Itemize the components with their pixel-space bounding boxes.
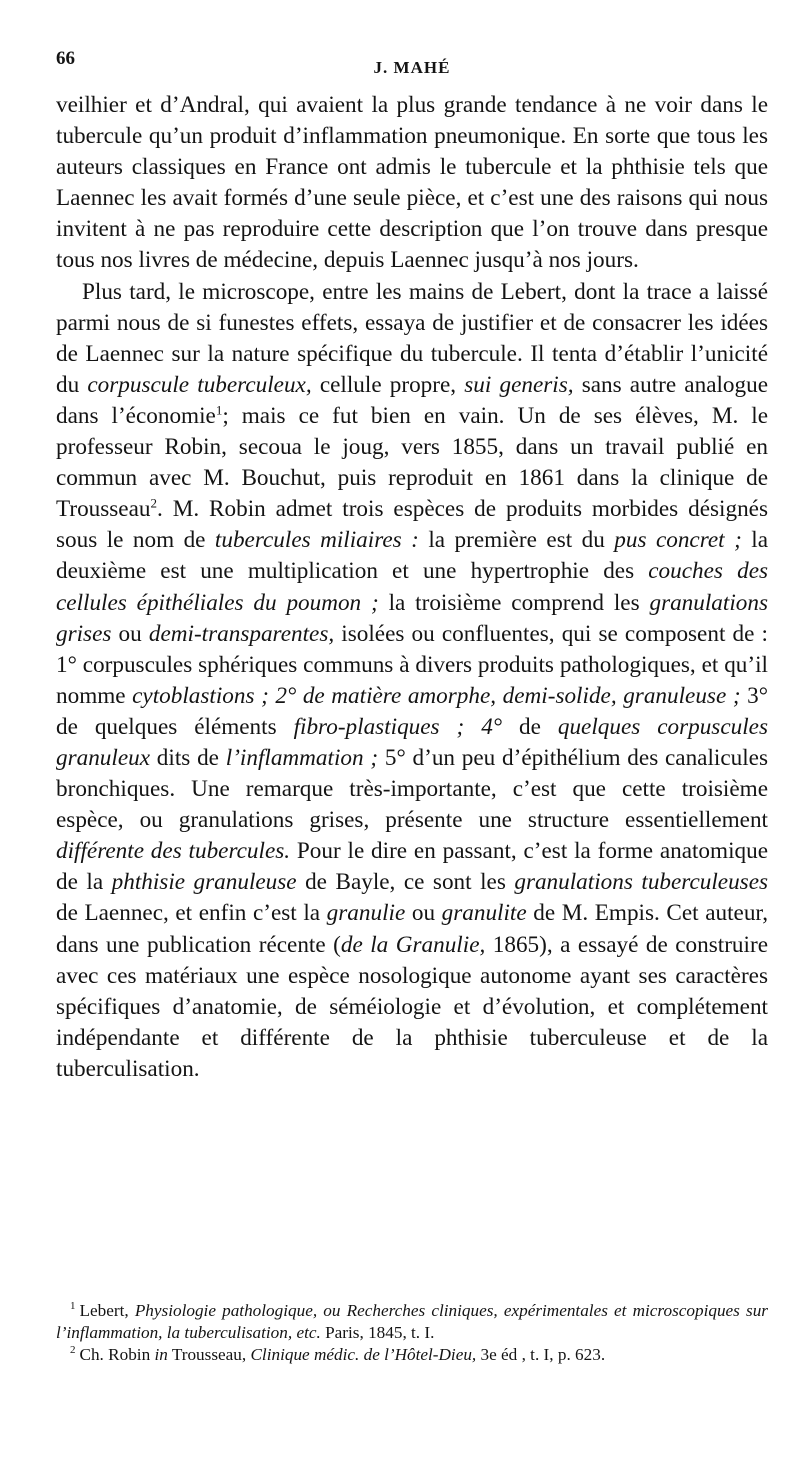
text-span: la première est du <box>418 527 615 554</box>
text-span: Plus tard, le microscope, entre les mains de Lebert, dont la trace a laissé parmi nous de si funestes effets, essaya de justifier et de consacrer les idées de Laennec sur la nature spécifique du tubercule. Il tenta d’établir l’unicité du <box>56 278 768 398</box>
italic-span: granulite <box>441 900 527 927</box>
footnotes <box>56 1300 768 1367</box>
text-span: 5° d’un peu d’épithélium des canalicules bronchiques. Une remarque très-importante, c’est que cette troisième espèce, ou granulations grises, présente une structure essentiellement <box>56 744 768 834</box>
footnote-ref-1[interactable]: 1 <box>215 402 223 418</box>
footnote-1 <box>56 1300 768 1343</box>
italic-span: sui generis, <box>464 371 574 398</box>
footnote-ref-2[interactable]: 2 <box>150 495 157 511</box>
footnote-mark: 1 <box>70 1300 76 1313</box>
italic-span: couches des cellules épithéliales du poumon ; <box>56 558 769 616</box>
text-span: veilhier et d’Andral, qui avaient la plus grande tendance à ne voir dans le tubercule qu’un produit d’inflammation pneumonique. En sorte que tous les auteurs classiques en France ont admis le tubercule et la phthisie tels que Laennec les avait formés d’une seule pièce, et c’est une des raisons qui nous invitent à ne pas reproduire cette description que l’on trouve dans presque tous nos livres de médecine, depuis Laennec jusqu’à nos jours. <box>56 92 768 274</box>
text-span: de Bayle, ce sont les <box>296 869 515 896</box>
text-span: Lebert, <box>79 1301 135 1320</box>
text-span: la troisième comprend les <box>378 589 650 616</box>
text-span: de Laennec, et enfin c’est la <box>56 900 327 927</box>
running-head: J. MAHÉ <box>373 58 451 77</box>
text-span: ou <box>405 900 442 927</box>
italic-span: granulie <box>326 900 406 927</box>
text-span: cellule propre, <box>311 371 465 398</box>
text-span: de <box>502 713 558 740</box>
body-text <box>56 90 768 1085</box>
italic-span: in <box>154 1345 168 1364</box>
italic-span: phthisie granuleuse <box>111 869 297 896</box>
footnote-2 <box>56 1344 768 1366</box>
italic-span: l’inflammation ; <box>225 744 379 771</box>
paragraph-2 <box>56 277 768 1085</box>
text-span: de M. Empis. Cet auteur, dans une publication récente ( <box>56 900 769 958</box>
text-span: 3e éd , t. I, p. 623. <box>476 1345 606 1364</box>
italic-span: corpuscule tuberculeux, <box>87 371 312 398</box>
text-span: ou <box>111 620 149 647</box>
text-span: sans autre analogue dans l’économie <box>56 371 769 429</box>
italic-span: Clinique médic. de l’Hôtel-Dieu, <box>250 1345 477 1364</box>
text-span: dits de <box>150 744 226 771</box>
text-span: ; mais ce fut bien en vain. Un de ses élèves, M. le professeur Robin, secoua le joug, vers 1855, dans un travail publié en commun avec M. Bouchut, puis reproduit en 1861 dans la clinique de Trousseau <box>56 402 768 523</box>
text-span: 1865), a essayé de construire avec ces matériaux une espèce nosologique autonome ayant ses caractères spécifiques d’anatomie, de séméiologie et d’évolution, et complétement indépendante et différente de la phthisie tuberculeuse et de la tuberculisation. <box>56 931 768 1082</box>
italic-span: pus concret ; <box>614 527 742 554</box>
page-number: 66 <box>56 48 75 69</box>
italic-span: granulations tuberculeuses <box>514 869 769 896</box>
text-span: Paris, 1845, t. I. <box>320 1322 435 1342</box>
italic-span: granulations grises <box>56 589 768 647</box>
italic-span: quelques corpuscules granuleux <box>56 713 768 771</box>
text-span: Pour le dire en passant, c’est la forme anatomique de la <box>56 838 768 896</box>
italic-span: tubercules miliaires : <box>214 527 419 554</box>
text-span: la deuxième est une multiplication et une hypertrophie des <box>56 527 768 585</box>
text-span: 3° de quelques éléments <box>56 682 768 740</box>
italic-span: cytoblastions ; 2° de matière amorphe, demi-solide, granuleuse ; <box>132 682 741 709</box>
text-span: Trousseau, <box>167 1345 251 1364</box>
page-header <box>56 48 768 88</box>
text-span: . M. Robin admet trois espèces de produits morbides désignés sous le nom de <box>56 496 768 554</box>
italic-span: fibro-plastiques ; 4° <box>293 713 503 740</box>
italic-span: Physiologie pathologique, ou Recherches cliniques, expérimentales et microscopiques sur l’inflammation, la tuberculisation, etc. <box>56 1301 768 1342</box>
footnote-mark: 2 <box>70 1344 76 1357</box>
text-span: Ch. Robin <box>79 1345 155 1364</box>
paragraph-1 <box>56 90 768 277</box>
text-span: isolées ou confluentes, qui se composent de : 1° corpuscules sphériques communs à divers produits pathologiques, et qu’il nomme <box>56 620 769 709</box>
italic-span: différente des tubercules. <box>56 838 291 865</box>
italic-span: demi-transparentes, <box>148 620 335 647</box>
italic-span: de la Granulie, <box>340 931 486 958</box>
